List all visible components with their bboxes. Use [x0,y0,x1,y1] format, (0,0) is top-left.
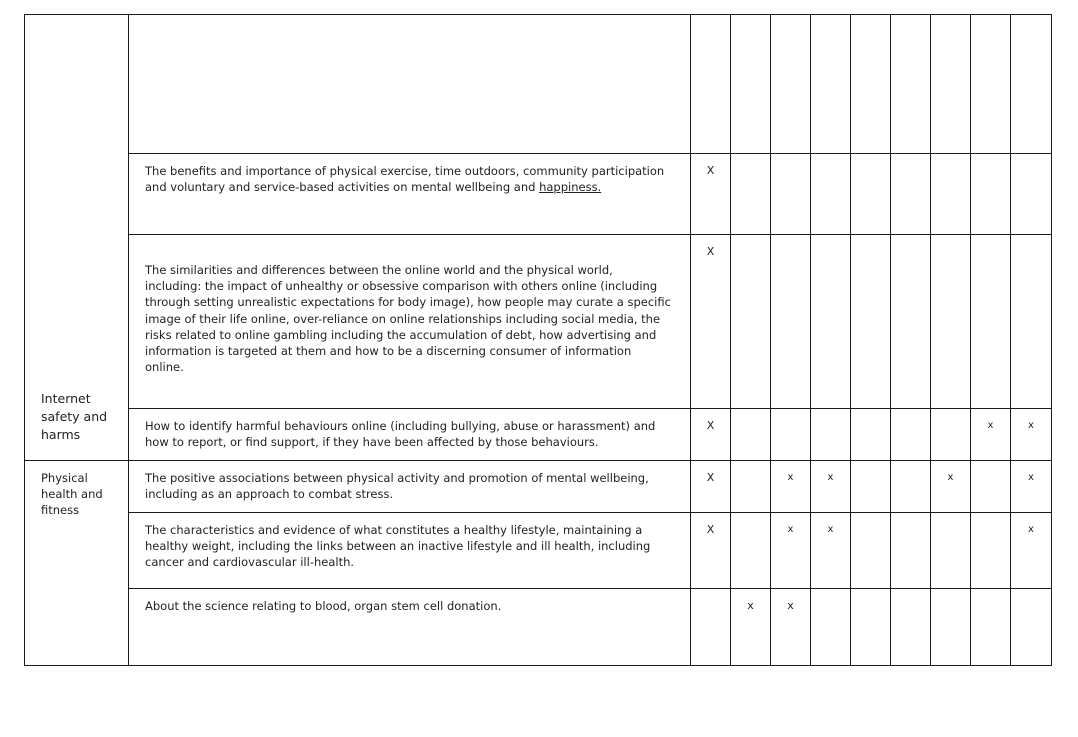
description-text: How to identify harmful behaviours online (including bullying, abuse or harassment) and how to report, or find support, if they have been affected by those behaviours. [145,419,656,450]
table-row [25,15,1052,154]
mark-cell [731,589,771,666]
mark-cell [691,235,731,409]
mark-cell [971,409,1011,461]
mark-cell [771,409,811,461]
mark-cell [811,461,851,513]
description-cell [129,513,691,589]
mark-cell [851,409,891,461]
mark: x [827,524,834,535]
mark-cell [971,461,1011,513]
mark-cell [691,154,731,235]
topic-label: Internet safety and harms [41,391,108,442]
mark-cell [851,513,891,589]
topic-label: Physical health and fitness [41,471,103,517]
description-text: The similarities and differences between the online world and the physical world, including: the impact of unhealthy or obsessive comparison with others online (including through setting unrealistic expectations for body image), how people may curate a specific image of their life online, over-reliance on online relationships including social media, the risks related to online gambling including the accumulation of debt, how advertising and information is targeted at them and how to be a discerning consumer of information online. [145,263,671,375]
table-row [25,461,1052,513]
mark: x [987,420,994,431]
mark-cell [931,409,971,461]
topic-cell-internet-safety [25,15,129,461]
mark: X [706,523,715,536]
mark: X [706,471,715,484]
mark-cell [931,235,971,409]
mark: x [1028,420,1034,431]
mark-cell [811,235,851,409]
mark-cell [691,589,731,666]
mark-cell [851,15,891,154]
mark-cell [691,461,731,513]
table-row [25,513,1052,589]
table-row [25,589,1052,666]
mark-cell [811,154,851,235]
mark-cell [811,409,851,461]
description-text: The characteristics and evidence of what constitutes a healthy lifestyle, maintaining a healthy weight, including the links between an inactive lifestyle and ill health, including cancer and cardiovascular ill-health. [145,523,651,570]
mark-cell [731,409,771,461]
mark-cell [1011,589,1052,666]
mark-cell [891,235,931,409]
mark-cell [891,513,931,589]
mark: X [706,245,715,258]
description-cell [129,235,691,409]
mark-cell [731,513,771,589]
mark-cell [971,589,1011,666]
mark-cell [931,154,971,235]
description-text: The benefits and importance of physical exercise, time outdoors, community participation and voluntary and service-based activities on mental wellbeing and [145,164,665,195]
mark-cell [691,15,731,154]
mark-cell [811,513,851,589]
mark-cell [731,461,771,513]
mark-cell [1011,15,1052,154]
mark-cell [891,154,931,235]
mark-cell [731,154,771,235]
mark: x [787,472,794,483]
mark-cell [771,461,811,513]
description-text: The positive associations between physical activity and promotion of mental wellbeing, including as an approach to combat stress. [145,471,649,502]
mark: x [947,472,954,483]
mark-cell [771,15,811,154]
mark-cell [971,513,1011,589]
description-cell [129,461,691,513]
description-cell [129,409,691,461]
table-row [25,154,1052,235]
mark-cell [1011,154,1052,235]
mark-cell [771,589,811,666]
mark-cell [851,154,891,235]
mark-cell [851,461,891,513]
mark-cell [731,235,771,409]
mark-cell [1011,409,1052,461]
mark-cell [971,15,1011,154]
description-cell [129,154,691,235]
mark: X [706,164,715,177]
mark-cell [771,513,811,589]
underlined-word: happiness. [539,180,602,195]
description-text: About the science relating to blood, organ stem cell donation. [145,599,502,613]
mark-cell [931,461,971,513]
mark-cell [931,15,971,154]
topic-cell-physical-health [25,461,129,666]
mark-cell [971,235,1011,409]
mark-cell [851,235,891,409]
mark-cell [691,513,731,589]
table-row [25,409,1052,461]
mark: x [827,472,834,483]
mark-cell [931,589,971,666]
mark-cell [811,589,851,666]
mark-cell [731,15,771,154]
table-row [25,235,1052,409]
mark-cell [691,409,731,461]
mark-cell [931,513,971,589]
mark: x [1028,524,1034,535]
mark-cell [811,15,851,154]
description-cell [129,589,691,666]
mark: x [787,599,794,612]
mark-cell [1011,513,1052,589]
description-cell [129,15,691,154]
curriculum-table [24,14,1052,666]
mark-cell [971,154,1011,235]
mark-cell [1011,235,1052,409]
mark: X [706,419,715,432]
mark-cell [771,235,811,409]
mark: x [747,599,754,612]
mark-cell [851,589,891,666]
mark-cell [771,154,811,235]
mark-cell [891,409,931,461]
mark-cell [891,15,931,154]
mark: x [787,524,794,535]
mark-cell [1011,461,1052,513]
mark-cell [891,461,931,513]
mark: x [1028,472,1034,483]
mark-cell [891,589,931,666]
